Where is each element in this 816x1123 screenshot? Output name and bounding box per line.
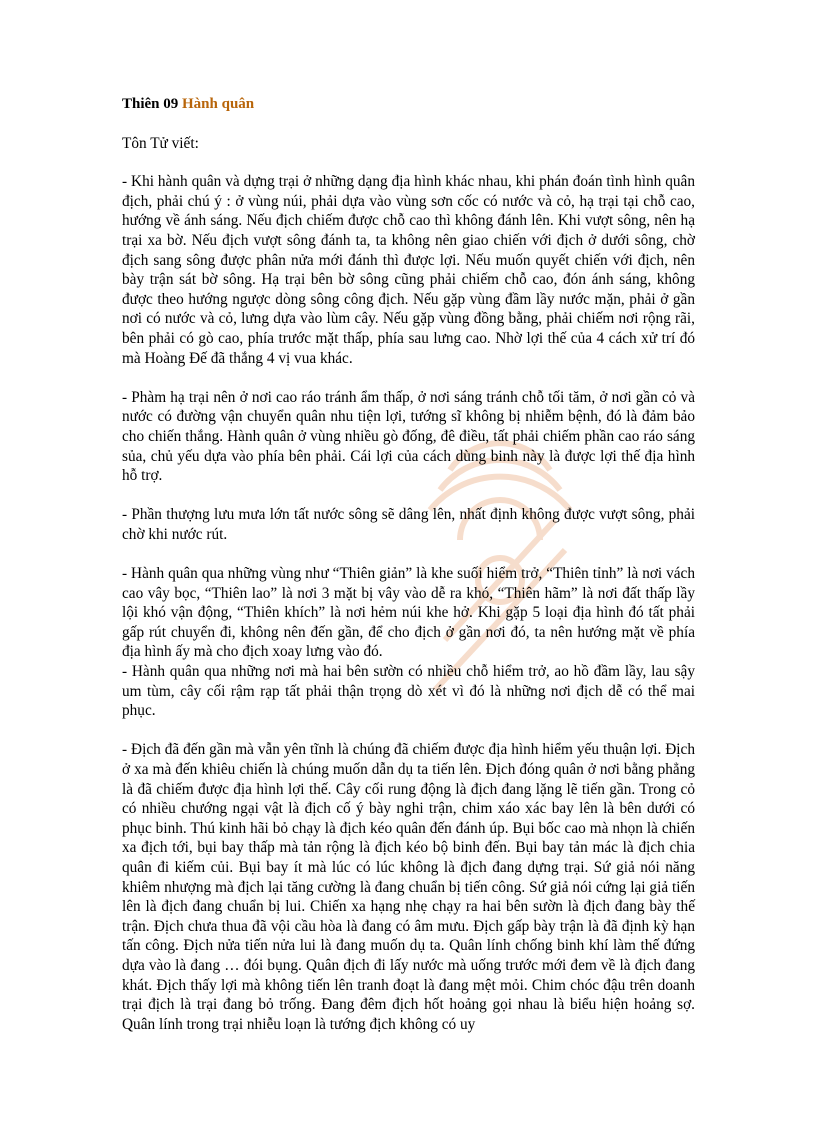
paragraph: - Phàm hạ trại nên ở nơi cao ráo tránh ẩm thấp, ở nơi sáng tránh chỗ tối tăm, ở nơi gần cỏ và nước có đường vận chuyển quân nhu tiện lợi, tướng sĩ không bị nhiễm bệnh, đó là đảm bảo cho chiến thắng. Hành quân ở vùng nhiều gò đống, đê điều, tất phải chiếm phần cao ráo sáng sủa, chủ yếu dựa vào phía bên phải. Cái lợi của cách dùng binh này là được lợi thế địa hình hỗ trợ. [122, 388, 695, 485]
document-body [122, 95, 695, 1054]
chapter-title [122, 95, 695, 115]
paragraph: - Hành quân qua những nơi mà hai bên sườn có nhiều chỗ hiểm trở, ao hồ đầm lầy, lau sậy um tùm, cây cối rậm rạp tất phải thận trọng dò xét vì đó là những nơi địch dễ có thể mai phục. [122, 663, 695, 720]
paragraph: - Hành quân qua những vùng như “Thiên giản” là khe suối hiểm trở, “Thiên tỉnh” là nơi vách cao vây bọc, “Thiên lao” là nơi 3 mặt bị vây vào dễ ra khó, “Thiên hãm” là nơi đất thấp lầy lội khó vận động, “Thiên khích” là nơi hẻm núi khe hở. Khi gặp 5 loại địa hình đó tất phải gấp rút chuyển đi, không nên đến gần, để cho địch ở gần nơi đó, ta nên hướng mặt về phía địa hình ấy mà cho địch xoay lưng vào đó. [122, 565, 695, 661]
paragraph: - Phần thượng lưu mưa lớn tất nước sông sẽ dâng lên, nhất định không được vượt sông, phải chờ khi nước rút. [122, 506, 695, 543]
paragraph: - Khi hành quân và dựng trại ở những dạng địa hình khác nhau, khi phán đoán tình hình quân địch, phải chú ý : ở vùng núi, phải dựa vào vùng sơn cốc có nước và cỏ, hạ trại tại chỗ cao, hướng về ánh sáng. Nếu địch chiếm được chỗ cao thì không đánh lên. Khi vượt sông, nên hạ trại xa bờ. Nếu địch vượt sông đánh ta, ta không nên giao chiến với địch ở dưới sông, chờ địch sang sông được phân nửa mới đánh thì được lợi. Nếu muốn quyết chiến với địch, nên bày trận sát bờ sông. Hạ trại bên bờ sông cũng phải chiếm chỗ cao, đón ánh sáng, không được theo hướng ngược dòng sông công địch. Nếu gặp vùng đầm lầy nước mặn, phải ở gần nơi có nước và cỏ, lưng dựa vào lùm cây. Nếu gặp vùng đồng bằng, phải chiếm nơi rộng rãi, bên phải có gò cao, phía trước mặt thấp, phía sau lưng cao. Nhờ lợi thế của 4 cách xử trí đó mà Hoàng Đế đã thắng 4 vị vua khác. [122, 173, 695, 367]
paragraph: - Địch đã đến gần mà vẫn yên tĩnh là chúng đã chiếm được địa hình hiểm yếu thuận lợi. Địch ở xa mà đến khiêu chiến là chúng muốn dẫn dụ ta tiến lên. Địch đóng quân ở nơi bằng phẳng là đã chiếm được địa hình lợi thế. Cây cối rung động là địch đang lặng lẽ tiến gần. Trong cỏ có nhiều chướng ngại vật là địch cố ý bày nghi trận, chim xáo xác bay lên là bên dưới có phục binh. Thú kinh hãi bỏ chạy là địch kéo quân đến đánh úp. Bụi bốc cao mà nhọn là chiến xa địch tới, bụi bay thấp mà tản rộng là địch kéo bộ binh đến. Bụi bay tản mác là địch chia quân đi kiếm củi. Bụi bay ít mà lúc có lúc không là địch đang dựng trại. Sứ giả nói năng khiêm nhượng mà địch lại tăng cường là đang chuẩn bị tiến công. Sứ giả nói cứng lại giả tiến lên là địch đang chuẩn bị lui. Chiến xa hạng nhẹ chạy ra hai bên sườn là địch đang bày thế trận. Địch chưa thua đã vội cầu hòa là đang có âm mưu. Địch gấp bày trận là đã định kỳ hạn tấn công. Địch nửa tiến nửa lui là đang muốn dụ ta. Quân lính chống binh khí làm thế đứng dựa vào là đang … đói bụng. Quân địch đi lấy nước mà uống trước mới đem về là địch đang khát. Địch thấy lợi mà không tiến lên tranh đoạt là đang mệt mỏi. Chim chóc đậu trên doanh trại địch là trại đang bỏ trống. Đang đêm địch hốt hoảng gọi nhau là biểu hiện hoảng sợ. Quân lính trong trại nhiễu loạn là tướng địch không có uy [122, 741, 695, 1033]
chapter-name: Hành quân [182, 96, 255, 112]
chapter-number: Thiên 09 [122, 96, 179, 112]
intro-line: Tôn Tử viết: [122, 134, 199, 152]
